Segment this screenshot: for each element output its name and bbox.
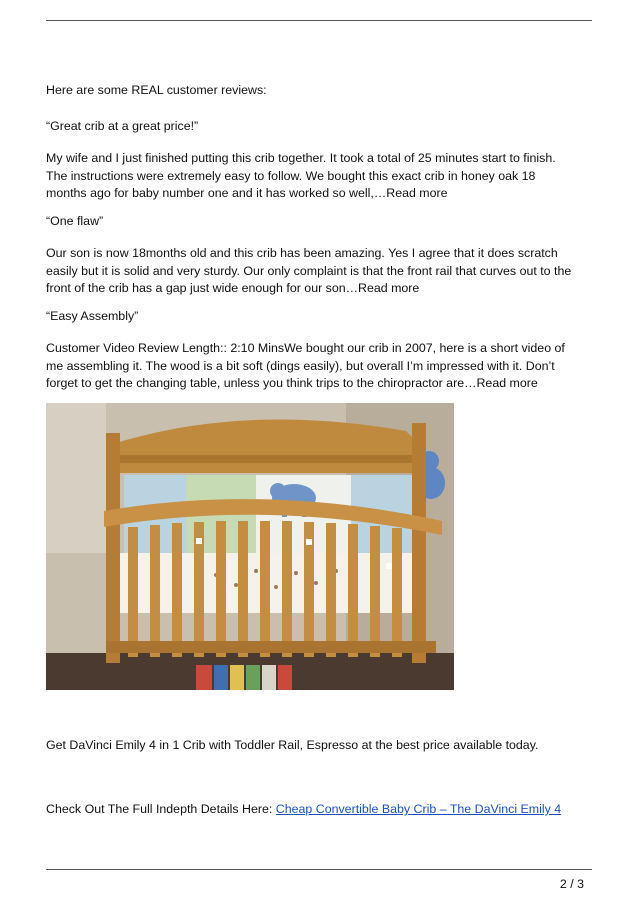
review-3-line-1: Customer Video Review Length:: 2:10 MinsWe bought our crib in 2007, here is a short video of — [46, 341, 565, 355]
footer-rule — [46, 869, 592, 870]
review-3-line-2: me assembling it. The wood is a bit soft (dings easily), but overall I’m impressed with it. Don’t — [46, 358, 555, 373]
review-2-body — [46, 245, 598, 298]
header-rule — [46, 20, 592, 21]
review-2-line-1: Our son is now 18months old and this crib has been amazing. Yes I agree that it does scratch — [46, 246, 558, 260]
crib-photo — [46, 403, 454, 690]
intro-text: Here are some REAL customer reviews: — [46, 83, 267, 97]
review-1-line-2: The instructions were extremely easy to follow. We bought this exact crib in honey oak 18 — [46, 168, 536, 183]
review-3-title: “Easy Assembly” — [46, 309, 139, 323]
details-prefix: Check Out The Full Indepth Details Here: — [46, 802, 276, 816]
review-3-body — [46, 340, 598, 393]
review-2-title: “One flaw” — [46, 214, 104, 228]
details-line — [46, 801, 598, 819]
review-1-body — [46, 150, 598, 203]
review-3-line-3: forget to get the changing table, unless you think trips to the chiropractor are…Read more — [46, 376, 538, 391]
review-1-line-3: months ago for baby number one and it has worked so well,…Read more — [46, 186, 448, 201]
cta-text: Get DaVinci Emily 4 in 1 Crib with Toddler Rail, Espresso at the best price available today. — [46, 738, 539, 752]
details-link[interactable]: Cheap Convertible Baby Crib – The DaVinci Emily 4 — [275, 802, 562, 816]
review-1-line-1: My wife and I just finished putting this crib together. It took a total of 25 minutes start to finish. — [46, 151, 556, 165]
review-2-line-3: front of the crib has a gap just wide enough for our son…Read more — [46, 281, 420, 296]
review-2-line-2: easily but it is solid and very sturdy. Our only complaint is that the front rail that curves out to the — [46, 263, 572, 278]
review-1-title: “Great crib at a great price!” — [46, 119, 199, 133]
page-number: 2 / 3 — [559, 877, 584, 891]
